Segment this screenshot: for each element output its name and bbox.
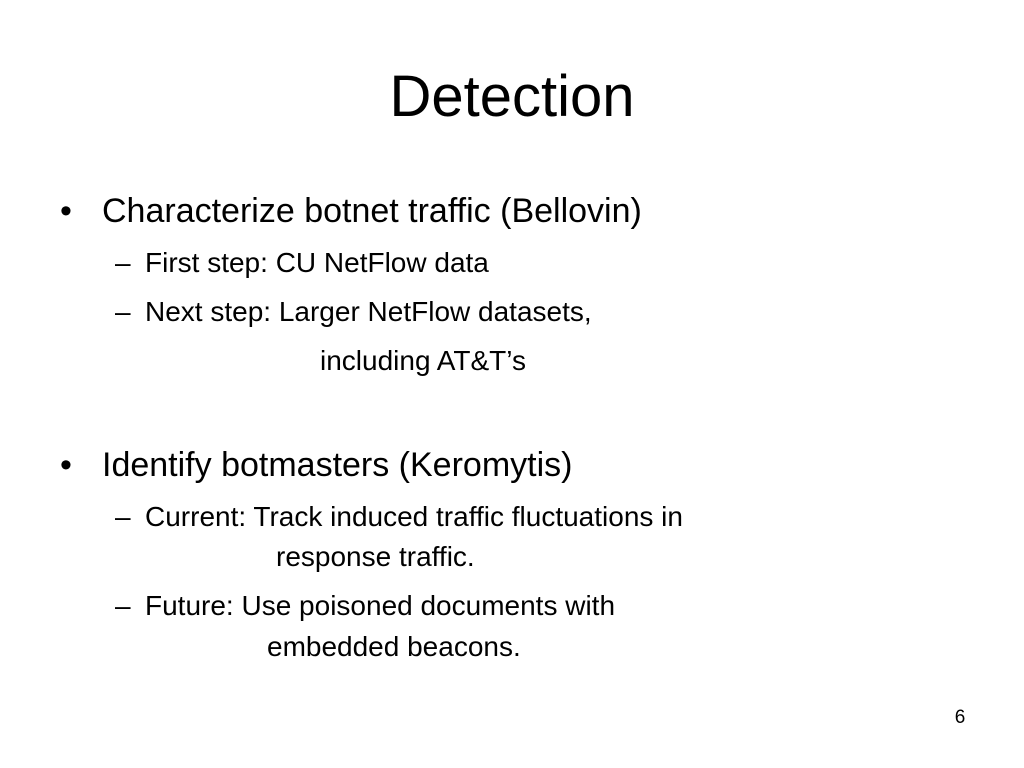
slide-title: Detection [389, 64, 635, 129]
sub-bullet-text: Next step: Larger NetFlow datasets, [145, 296, 592, 327]
bullet-text: Identify botmasters (Keromytis) [102, 446, 573, 484]
sub-bullet-text: Future: Use poisoned documents with [145, 590, 616, 621]
sub-bullet-text: First step: CU NetFlow data [145, 247, 489, 278]
dash-marker: – [115, 501, 131, 532]
dash-marker: – [115, 296, 131, 327]
sub-bullet-continuation: response traffic. [276, 541, 475, 572]
sub-bullet-text: Current: Track induced traffic fluctuations in [145, 501, 683, 532]
sub-bullet-continuation: embedded beacons. [267, 631, 521, 662]
dash-marker: – [115, 590, 131, 621]
bullet-text: Characterize botnet traffic (Bellovin) [102, 192, 642, 230]
bullet-marker: • [60, 446, 72, 484]
sub-bullet-continuation: including AT&T’s [320, 345, 526, 376]
page-number: 6 [954, 707, 966, 728]
dash-marker: – [115, 247, 131, 278]
bullet-marker: • [60, 192, 72, 230]
